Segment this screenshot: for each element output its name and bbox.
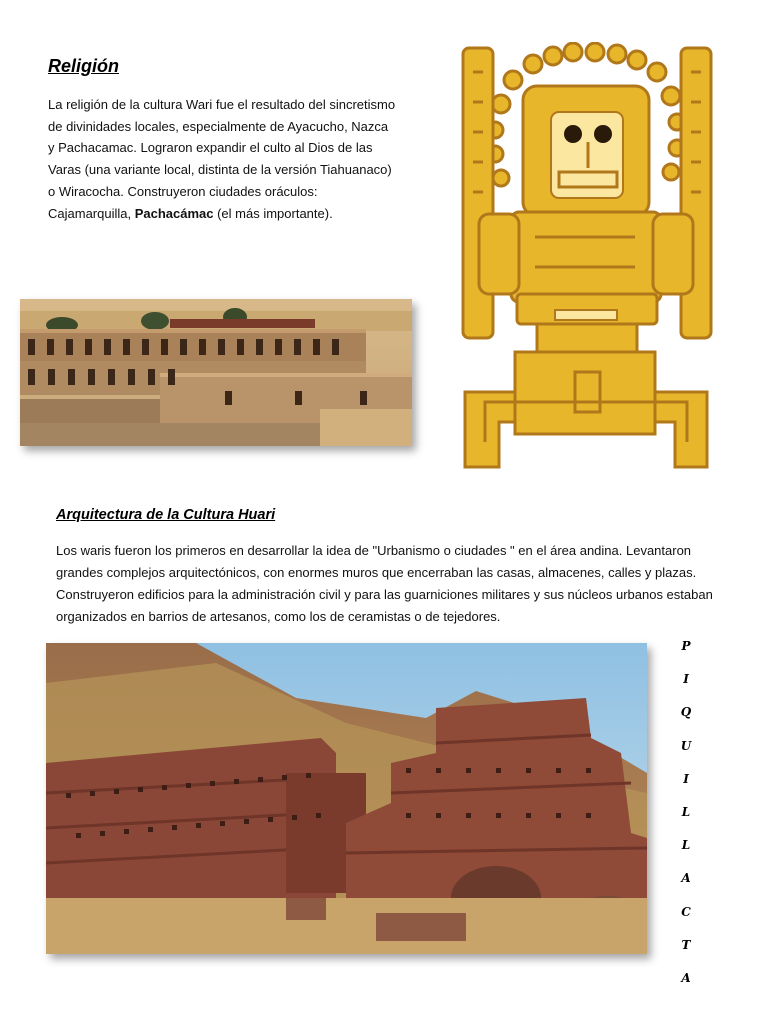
wall-hole (316, 813, 321, 818)
wall-hole (496, 768, 501, 773)
wall-hole (76, 833, 81, 838)
window (142, 339, 149, 355)
wall-hole (556, 768, 561, 773)
window (294, 339, 301, 355)
wall-hole (124, 829, 129, 834)
wall-hole (244, 819, 249, 824)
wall-hole (436, 813, 441, 818)
window (180, 339, 187, 355)
wall-hole (526, 813, 531, 818)
window (28, 339, 35, 355)
wall-hole (406, 768, 411, 773)
window (28, 369, 35, 385)
wall-hole (114, 789, 119, 794)
wall-hole (90, 791, 95, 796)
caption-letter: L (681, 838, 691, 853)
religion-paragraph (48, 94, 398, 224)
window (313, 339, 320, 355)
caption-letter: A (681, 871, 691, 886)
wall-hole (496, 813, 501, 818)
religion-text-2: (el más importante). (213, 205, 333, 221)
caption-letter: Q (680, 705, 692, 720)
pikillacta-photo (46, 643, 647, 954)
wall-hole (586, 768, 591, 773)
window (161, 339, 168, 355)
window (47, 339, 54, 355)
religion-text-bold: Pachacámac (134, 205, 214, 221)
window (108, 369, 115, 385)
wall-hole (196, 823, 201, 828)
window (88, 369, 95, 385)
window (275, 339, 282, 355)
window (66, 339, 73, 355)
window (256, 339, 263, 355)
wall-hole (268, 817, 273, 822)
window (295, 391, 302, 405)
wall-hole (162, 785, 167, 790)
caption-letter: U (680, 738, 692, 753)
window (237, 339, 244, 355)
wall-hole (306, 773, 311, 778)
wall-hole (172, 825, 177, 830)
window (68, 369, 75, 385)
caption-letter: A (681, 970, 691, 985)
window (199, 339, 206, 355)
caption-letter: I (683, 672, 689, 687)
religion-title: Religión (48, 56, 119, 76)
wall-hole (292, 815, 297, 820)
caption-letter: I (683, 771, 689, 786)
caption-letter: L (681, 804, 691, 819)
wall-hole (526, 768, 531, 773)
wall-hole (282, 775, 287, 780)
wall-hole (466, 813, 471, 818)
wall-hole (100, 831, 105, 836)
architecture-paragraph: Los waris fueron los primeros en desarrollar la idea de "Urbanismo o ciudades " en el área andina. Levantaron grandes complejos arquitectónicos, con enormes muros que encerraban las casas, almacenes, calles y plazas. Construyeron edificios para la administración civil y para las guarniciones militares y sus núcleos urbanos estaban organizados en barrios de artesanos, como los de ceramistas o de tejedores. (56, 543, 713, 624)
window (168, 369, 175, 385)
window (332, 339, 339, 355)
window (85, 339, 92, 355)
wall-hole (258, 777, 263, 782)
staff-god-illustration (455, 42, 717, 474)
wall-hole (406, 813, 411, 818)
window (128, 369, 135, 385)
window (104, 339, 111, 355)
caption-letter: C (681, 904, 691, 919)
ruins-photo (20, 299, 412, 446)
wall-hole (186, 783, 191, 788)
wall-hole (234, 779, 239, 784)
caption-letter: T (681, 937, 691, 952)
wall-hole (66, 793, 71, 798)
pikillacta-vertical-caption (676, 636, 696, 1001)
religion-text-1: La religión de la cultura Wari fue el resultado del sincretismo de divinidades locales, especialmente de Ayacucho, Nazca y Pachacamac. Lograron expandir el culto al Dios de las Varas (una variante local, distinta de la versión Tiahuanaco) o Wiracocha. Construyeron ciudades oráculos: Cajamarquilla, (48, 97, 396, 221)
window (48, 369, 55, 385)
window (360, 391, 367, 405)
window (218, 339, 225, 355)
window (148, 369, 155, 385)
architecture-title: Arquitectura de la Cultura Huari (56, 507, 276, 523)
wall-hole (466, 768, 471, 773)
wall-hole (556, 813, 561, 818)
wall-hole (210, 781, 215, 786)
wall-hole (586, 813, 591, 818)
wall-hole (220, 821, 225, 826)
window (225, 391, 232, 405)
wall-hole (148, 827, 153, 832)
caption-letter: P (681, 639, 691, 653)
wall-hole (138, 787, 143, 792)
window (123, 339, 130, 355)
wall-hole (436, 768, 441, 773)
